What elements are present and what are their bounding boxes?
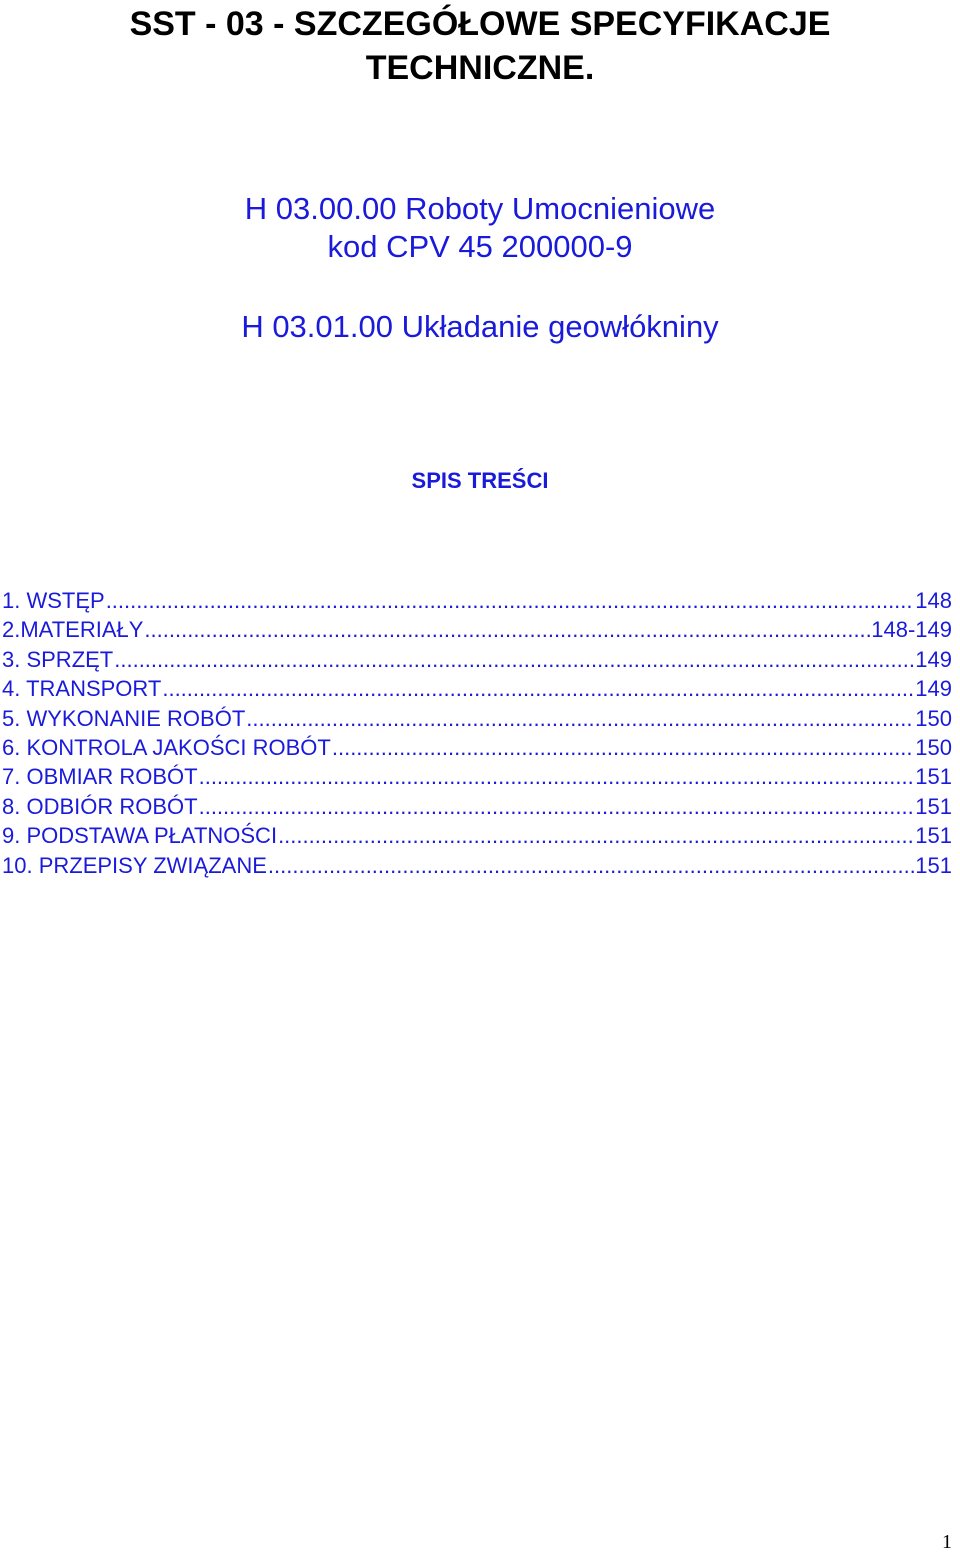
section-heading-line-1: H 03.00.00 Roboty Umocnieniowe [244,191,716,226]
toc-entry[interactable] [2,792,952,821]
toc-dot-leader [106,586,915,615]
toc-entry-page: 150 [915,705,952,731]
toc-entry-page: 151 [915,852,952,878]
toc-entry-page: 151 [915,823,952,849]
toc-dot-leader [144,615,870,644]
toc-entry-label: 2.MATERIAŁY [2,617,144,643]
toc-dot-leader [199,792,915,821]
toc-entry-page: 149 [915,676,952,702]
toc-entry[interactable] [2,762,952,791]
toc-entry-label: 6. KONTROLA JAKOŚCI ROBÓT [2,735,331,761]
toc-entry-label: 8. ODBIÓR ROBÓT [2,793,198,819]
toc-entry-page: 148 [915,588,952,613]
toc-dot-leader [162,674,914,703]
toc-dot-leader [278,821,914,850]
subsection-heading-text: H 03.01.00 Układanie geowłókniny [241,309,719,344]
section-heading [0,190,960,266]
toc-entry[interactable] [2,733,952,762]
toc-entry[interactable] [2,586,952,615]
toc-entry-label: 10. PRZEPISY ZWIĄZANE [2,852,267,878]
toc-entry[interactable] [2,821,952,850]
toc-entry-page: 149 [915,646,952,672]
document-title-line-2: TECHNICZNE. [365,49,595,87]
toc-entry-label: 3. SPRZĘT [2,646,114,672]
page-number: 1 [942,1531,952,1553]
toc-entry-label: 5. WYKONANIE ROBÓT [2,705,246,731]
toc-dot-leader [246,704,914,733]
toc-dot-leader [199,762,915,791]
toc-entry-label: 9. PODSTAWA PŁATNOŚCI [2,823,278,849]
toc-entry[interactable] [2,645,952,674]
toc-entry-page: 151 [915,793,952,819]
toc-entry-page: 148-149 [871,617,952,643]
toc-entry-page: 150 [915,735,952,761]
table-of-contents [2,586,952,880]
subsection-heading [0,308,960,346]
toc-entry[interactable] [2,615,952,644]
toc-dot-leader [268,851,914,880]
toc-entry-label: 7. OBMIAR ROBÓT [2,764,198,790]
toc-title: SPIS TREŚCI [411,468,549,493]
document-title-line-1: SST - 03 - SZCZEGÓŁOWE SPECYFIKACJE [129,5,831,43]
toc-dot-leader [332,733,914,762]
toc-entry[interactable] [2,704,952,733]
toc-entry-page: 151 [915,764,952,790]
toc-entry[interactable] [2,851,952,880]
toc-entry-label: 4. TRANSPORT [2,676,162,702]
toc-entry[interactable] [2,674,952,703]
document-title [0,2,960,90]
section-cpv-code: kod CPV 45 200000-9 [327,229,633,264]
toc-entry-label: 1. WSTĘP [2,588,105,613]
toc-dot-leader [114,645,914,674]
